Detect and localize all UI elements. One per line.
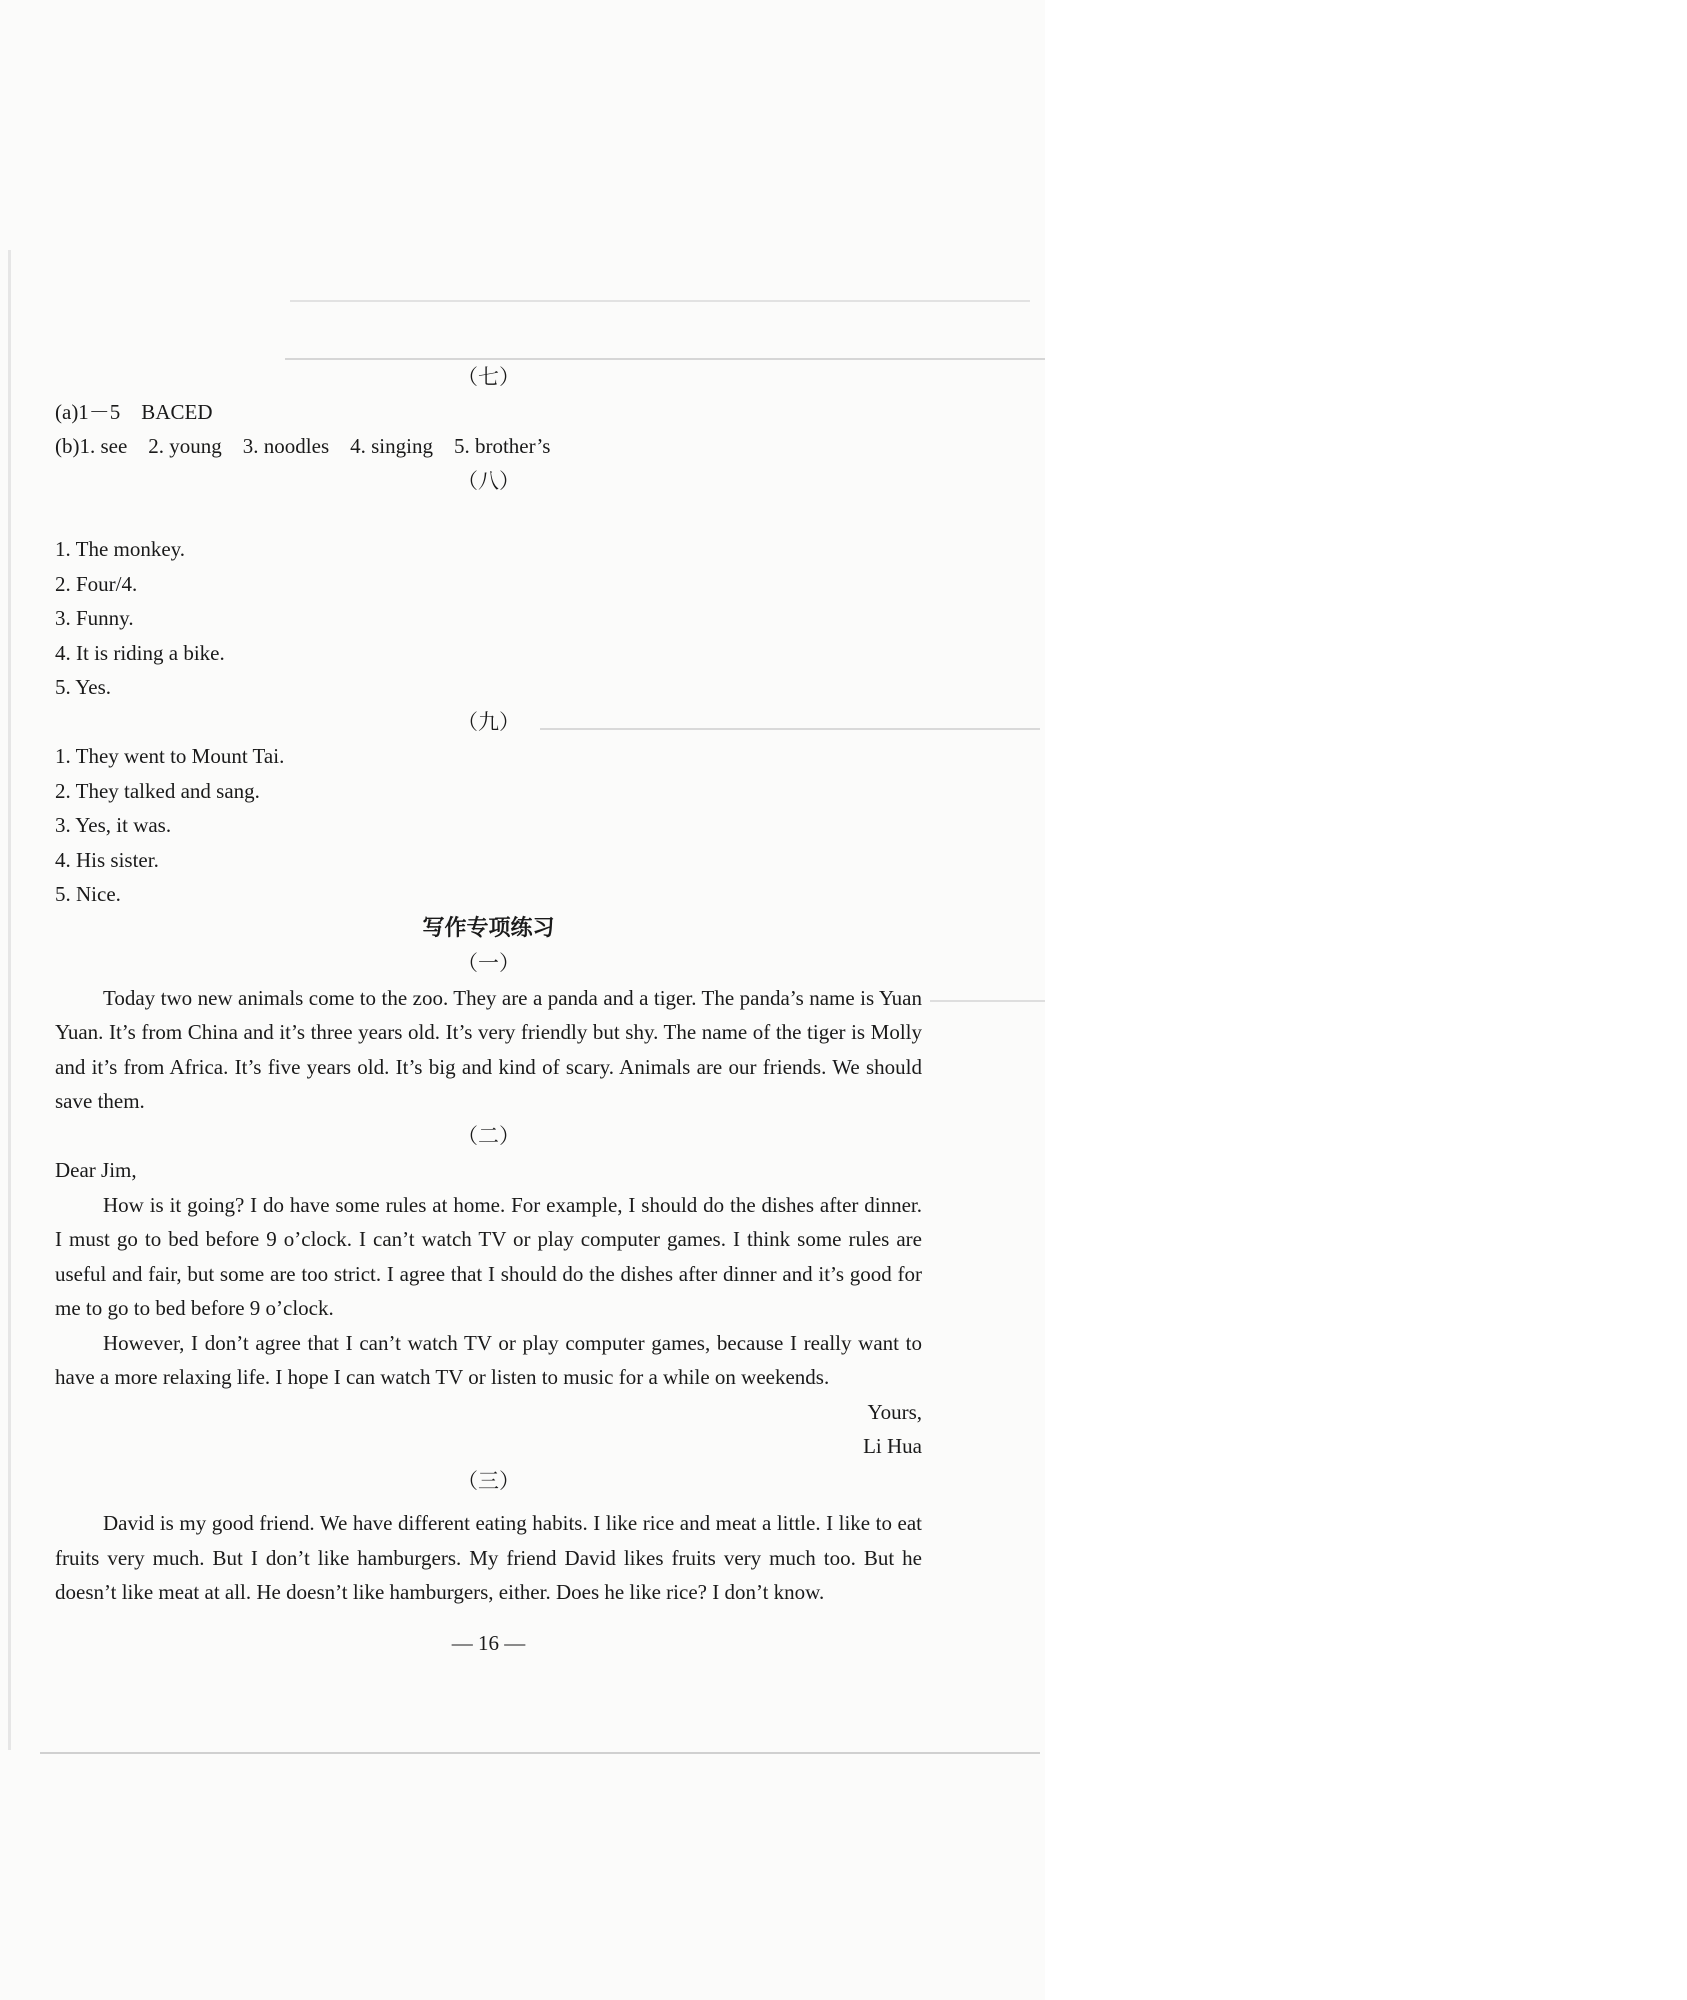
section-9-answer-5: 5. Nice.: [55, 882, 121, 906]
page-number: — 16 —: [451, 1630, 526, 1655]
section-8-answer-3: 3. Funny.: [55, 606, 134, 630]
section-8-answer-4: 4. It is riding a bike.: [55, 640, 225, 665]
section-8-title: （八）: [457, 468, 520, 493]
section-9-title: （九）: [457, 709, 520, 734]
answer-key-content: [55, 360, 922, 1660]
show-through-rule: [930, 1000, 1045, 1002]
section-8-answer-2: 2. Four/4.: [55, 571, 138, 596]
page-bottom-rule: [40, 1752, 1040, 1754]
letter-closing: Yours,: [867, 1399, 922, 1424]
writing-part-1-title: （一）: [457, 951, 520, 975]
section-7-part-b: (b)1. see 2. young 3. noodles 4. singing 5. brother’s: [55, 434, 551, 458]
show-through-rule: [290, 300, 1030, 302]
letter-paragraph-1: How is it going? I do have some rules at home. For example, I should do the dishes after dinner. I must go to bed before 9 o’clock. I can’t watch TV or play computer games. I think some rules are useful and fair, but some are too strict. I agree that I should do the dishes after dinner and it’s good for me to go to bed before 9 o’clock.: [55, 1192, 922, 1320]
writing-part-1-essay: Today two new animals come to the zoo. They are a panda and a tiger. The panda’s name is Yuan Yuan. It’s from China and it’s three years old. It’s very friendly but shy. The name of the tiger is Molly and it’s from Africa. It’s five years old. It’s big and kind of scary. Animals are our friends. We should save them.: [55, 985, 922, 1113]
section-9-answer-4: 4. His sister.: [55, 847, 159, 872]
letter-signature: Li Hua: [863, 1434, 922, 1458]
writing-part-3-essay: David is my good friend. We have different eating habits. I like rice and meat a little. I like to eat fruits very much. But I don’t like hamburgers. My friend David likes fruits very much too. But he doesn’t like meat at all. He doesn’t like hamburgers, either. Does he like rice? I don’t know.: [55, 1511, 922, 1604]
section-9-answer-1: 1. They went to Mount Tai.: [55, 744, 285, 768]
binding-shadow: [8, 250, 11, 1750]
section-7-title: （七）: [457, 365, 520, 389]
section-8-answer-1: 1. The monkey.: [55, 537, 186, 561]
section-9-answer-3: 3. Yes, it was.: [55, 813, 172, 837]
writing-practice-title: 写作专项练习: [422, 915, 555, 941]
section-8-answer-5: 5. Yes.: [55, 675, 112, 699]
section-9-answer-2: 2. They talked and sang.: [55, 778, 260, 803]
letter-salutation: Dear Jim,: [55, 1158, 137, 1182]
writing-part-2-title: （二）: [457, 1123, 520, 1148]
section-7-part-a: (a)1－5 BACED: [55, 399, 213, 424]
letter-paragraph-2: However, I don’t agree that I can’t watch TV or play computer games, because I really want to have a more relaxing life. I hope I can watch TV or listen to music for a while on weekends.: [55, 1330, 922, 1389]
writing-part-3-title: （三）: [457, 1468, 520, 1493]
